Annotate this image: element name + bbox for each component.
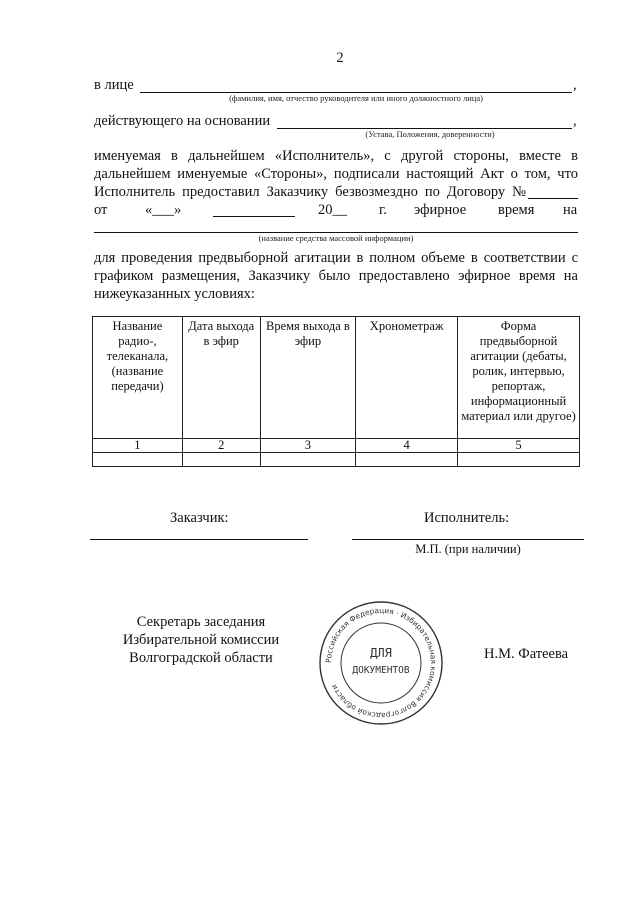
table-header-row [93, 317, 580, 439]
secretary-line3: Волгоградской области [129, 650, 273, 666]
customer-signature-line [90, 539, 308, 540]
header-time: Время выхода в эфир [260, 317, 356, 439]
executor-signature-line [352, 539, 584, 540]
line4-year: 20__ [318, 202, 347, 218]
page-number: 2 [336, 50, 344, 66]
table-cell [260, 453, 356, 467]
line4-time: время [498, 202, 535, 218]
para2-line2: графиком размещения, Заказчику было предоставлено эфирное время на [94, 268, 578, 284]
table-cell [458, 453, 580, 467]
line4-from: от [94, 202, 108, 218]
stamp-inner-ring [341, 623, 421, 703]
representative-label: в лице [94, 77, 134, 93]
table-row [93, 453, 580, 467]
secretary-name: Н.М. Фатеева [484, 646, 569, 662]
line4-day: «___» [145, 202, 182, 218]
line4-on: на [563, 202, 578, 218]
secretary-line2: Избирательной комиссии [122, 632, 280, 648]
line4-g: г. [379, 202, 387, 218]
header-date: Дата выхода в эфир [182, 317, 260, 439]
stamp-ring-text: Российская Федерация · Избирательная комиссия Волгоградской области [323, 605, 439, 721]
representative-hint: (фамилия, имя, отчество руководителя или иного должностного лица) [229, 93, 483, 103]
media-hint: (название средства массовой информации) [258, 233, 414, 243]
official-stamp [318, 600, 444, 726]
basis-hint: (Устава, Положения, доверенности) [365, 129, 495, 139]
col-number: 1 [93, 439, 183, 453]
col-number: 5 [458, 439, 580, 453]
secretary-line1: Секретарь заседания [136, 614, 266, 630]
table-cell [356, 453, 458, 467]
table-cell [93, 453, 183, 467]
stamp-center-line2: ДОКУМЕНТОВ [352, 665, 410, 676]
para1-line2: дальнейшем именуемые «Стороны», подписали настоящий Акт о том, что [94, 166, 578, 182]
col-number: 2 [182, 439, 260, 453]
col-number: 3 [260, 439, 356, 453]
header-channel: Название радио-, телеканала, (название передачи) [93, 317, 183, 439]
line4-air: эфирное [414, 202, 467, 218]
executor-label: Исполнитель: [424, 510, 510, 526]
para1-line3: Исполнитель предоставил Заказчику безвозмездно по Договору № [94, 184, 526, 200]
stamp-outer-ring [320, 602, 442, 724]
header-duration: Хронометраж [356, 317, 458, 439]
table-cell [182, 453, 260, 467]
header-form: Форма предвыборной агитации (дебаты, ролик, интервью, репортаж, информационный материал или другое) [458, 317, 580, 439]
line4-month-line [213, 216, 295, 217]
basis-comma: , [573, 113, 577, 129]
airtime-table [92, 316, 580, 467]
basis-label: действующего на основании [94, 113, 271, 129]
para2-line1: для проведения предвыборной агитации в полном объеме в соответствии с [94, 250, 578, 266]
stamp-center-line1: ДЛЯ [370, 646, 392, 660]
contract-number-line [528, 198, 578, 199]
para2-line3: нижеуказанных условиях: [94, 286, 255, 302]
seal-note: М.П. (при наличии) [415, 542, 521, 556]
representative-comma: , [573, 77, 577, 93]
customer-label: Заказчик: [170, 510, 229, 526]
para1-line1: именуемая в дальнейшем «Исполнитель», с другой стороны, вместе в [94, 148, 578, 164]
table-number-row [93, 439, 580, 453]
col-number: 4 [356, 439, 458, 453]
